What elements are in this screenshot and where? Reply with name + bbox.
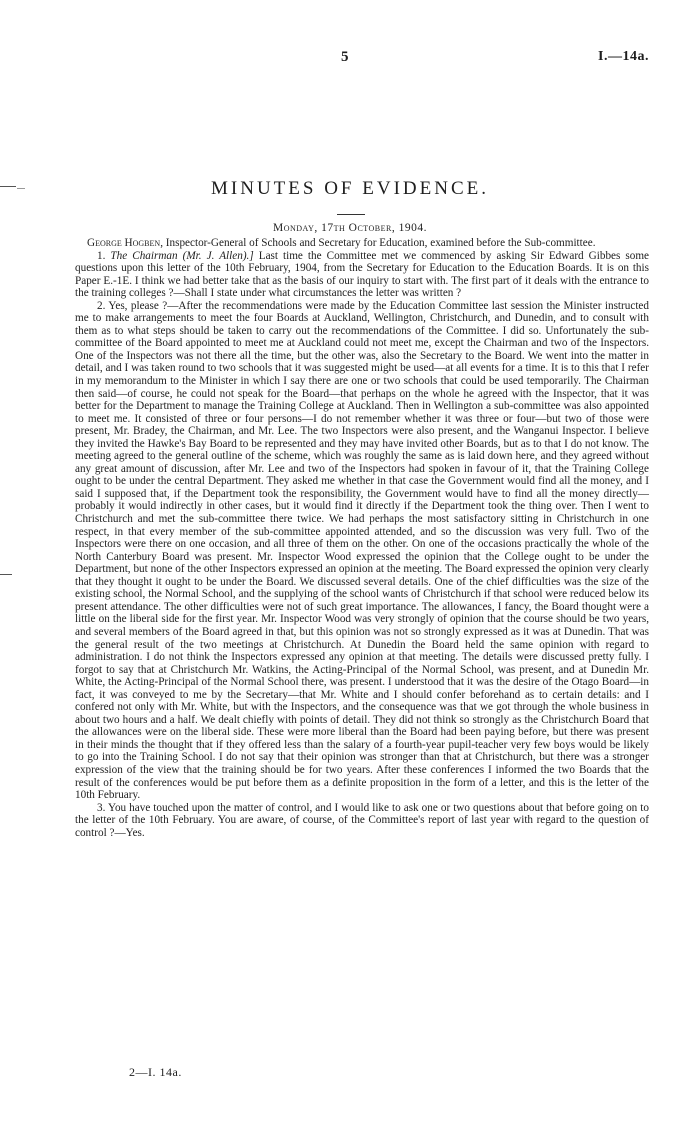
witness-description: , Inspector-General of Schools and Secretary for Education, examined before the Sub-committee. — [160, 237, 596, 249]
paragraph — [75, 250, 649, 300]
dateline: Monday, 17th October, 1904. — [272, 222, 427, 234]
paragraph-number: 3. — [97, 801, 106, 814]
paragraph — [75, 802, 649, 840]
margin-mark — [0, 574, 12, 575]
paragraph-number: 2. — [97, 299, 106, 312]
witness-intro — [75, 237, 649, 250]
page-title: MINUTES OF EVIDENCE. — [211, 178, 489, 199]
paragraph-text: You have touched upon the matter of control, and I would like to ask one or two questions about that before going on to the letter of the 10th February. You are aware, of course, of the Committee's report of last year with regard to the question of control ?—Yes. — [75, 801, 649, 839]
paragraph-text: Yes, please ?—After the recommendations were made by the Education Committee last session the Minister instructed me to make arrangements to meet the four Boards at Auckland, Wellington, Christchurch, and Dunedin, and to consult with them as to what steps should be taken to carry out the recommendations of the Committee. I did so. Unfortunately the sub-committee of the Board appointed to meet me at Auckland could not meet me, except the Chairman and two of the Inspectors. One of the Inspectors was not there all the time, but the other was, also the Secretary to the Board. We went into the matter in detail, and I was taken round to two schools that it was suggested might be used—at all events for a time. It is to this that I refer in my memorandum to the Minister in which I say there are one or two schools that could be used temporarily. The Chairman then said—of course, he could not speak for the Board—that perhaps on the whole he agreed with the Inspector, that it was better for the Department to manage the Training College at Auckland. Then in Wellington a sub-committee was also appointed to meet me. It consisted of three or four persons—I do not remember whether it was three or four—but two of those were present, Mr. Bradey, the Chairman, and Mr. Lee. The two Inspectors were also present, and the Wanganui Inspector. I believe they invited the Hawke's Bay Board to be represented and they may have invited other Boards, but as to that I do not know. The meeting agreed to the general outline of the scheme, which was roughly the same as is laid down here, and they agreed without any great amount of discussion, after Mr. Lee and two of the Inspectors had spoken in favour of it, that the Training College ought to be under the central Department. They asked me whether in that case the Government would find all the money, and I said I supposed that, if the Department took the responsibility, the Government would have to find all the money directly—probably it would indirectly in other cases, but it would find it directly if the Department took the thing over. Then I went to Christchurch and met the sub-committee there twice. We had perhaps the most satisfactory sitting in Christchurch in one respect, in that every member of the sub-committee appointed attended, and so the discussion was very full. Two of the Inspectors were there on one occasion, and all three of them on the other. On one of the occasions practically the whole of the North Canterbury Board was present. Mr. Inspector Wood expressed the opinion that the College ought to be under the Department, but none of the other Inspectors expressed an opinion at the meeting. The Board expressed the opinion very clearly that they thought it ought to be under the Board. We discussed several details. One of the chief difficulties was the size of the existing school, the Normal School, and the supplying of the school wants of Christchurch if that school were reduced below its present attendance. The other difficulties were not of such great importance. The allowances, I fancy, the Board thought were a little on the liberal side for the first year. Mr. Inspector Wood was very strongly of opinion that the course should be two years, and several members of the Board agreed in that, but this opinion was not so strongly expressed as it was at Dunedin. That was the general result of the two meetings at Christchurch. At Dunedin the Board held the same opinion with regard to administration. I do not think the Inspectors expressed any opinion at that meeting. The details were discussed pretty fully. I forgot to say that at Christchurch Mr. Watkins, the Acting-Principal of the Normal School, was present, and at Dunedin Mr. White, the Acting-Principal of the Normal School there, was present. I understood that it was the desire of the Otago Board—in fact, it was conveyed to me by the Secretary—that Mr. White and I should confer beforehand as to certain details: and I confered not only with Mr. White, but with the Inspectors, and the consequence was that we got through the whole business in about two hours and a half. We dealt chiefly with points of detail. They did not think so strongly as the Christchurch Board that the allowances were on the liberal side. These were more liberal than the Board had been paying before, but there was present in their minds the thought that if they offered less than the salary of a fourth-year pupil-teacher very few boys would be likely to go into the Training School. I do not say that their opinion was stronger than that at Christchurch, but there was a stronger expression of the view that the training should be for two years. After these conferences I informed the two Boards that the result of the conferences would be put before them as a definite proposition in the form of a letter, and this is the letter of the 10th February. — [75, 299, 649, 802]
witness-name: George Hogben — [87, 237, 161, 249]
speaker-label: The Chairman (Mr. J. Allen).] — [110, 249, 254, 262]
page-number: 5 — [341, 49, 349, 65]
paragraph-text: Last time the Committee met we commenced by asking Sir Edward Gibbes some questions upon this letter of the 10th February, 1904, from the Secretary for Education to the Education Boards. It is on this Paper E.-1E. I think we had better take that as the basis of our inquiry to start with. The first part of it deals with the entrance to the training colleges ?—Shall I state under what circumstances the letter was written ? — [75, 249, 650, 300]
paragraph-number: 1. — [97, 249, 106, 262]
paragraph — [75, 300, 649, 802]
title-divider — [337, 214, 365, 215]
minutes-body — [75, 237, 649, 839]
page-signature: 2—I. 14a. — [129, 1065, 182, 1079]
document-reference: I.—14a. — [598, 49, 649, 64]
